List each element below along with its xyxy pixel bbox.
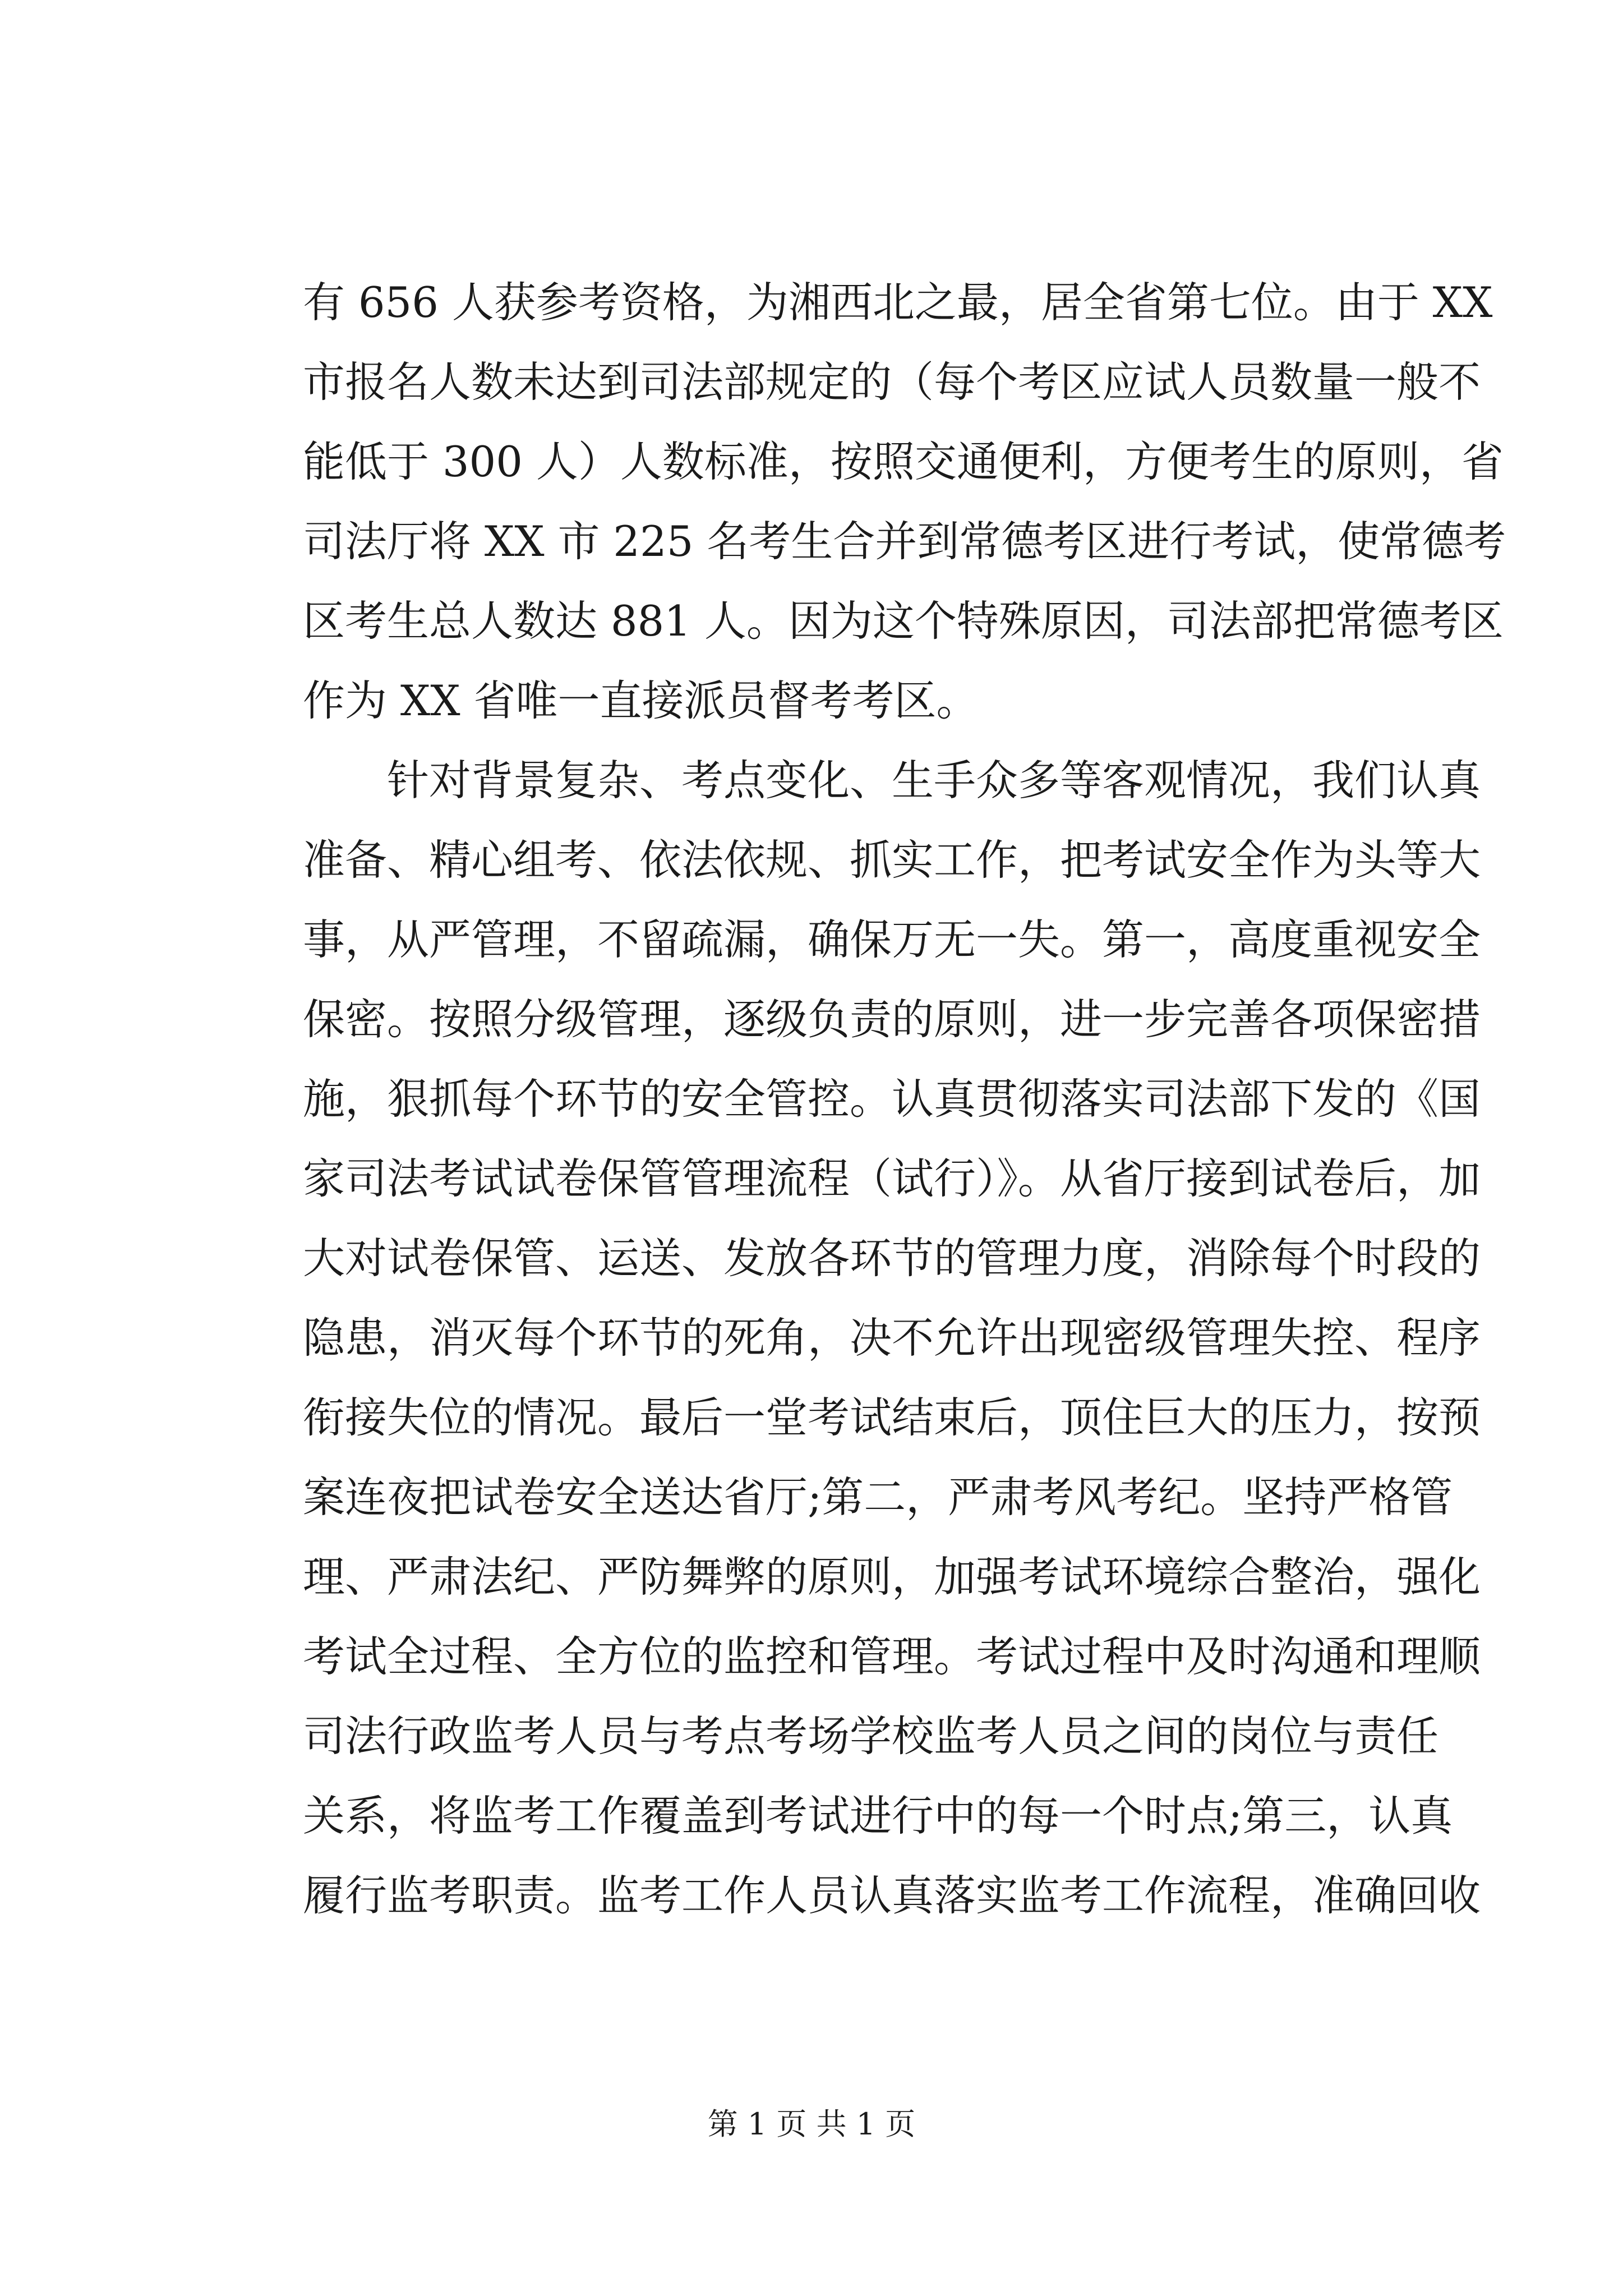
text-line: 能低于 300 人）人数标准，按照交通便利，方便考生的原则，省 [303, 437, 1504, 486]
text-line: 作为 XX 省唯一直接派员督考考区。 [303, 676, 979, 725]
text-line: 衔接失位的情况。最后一堂考试结束后，顶住巨大的压力，按预 [303, 1393, 1481, 1442]
text-line: 保密。按照分级管理，逐级负责的原则，进一步完善各项保密措 [303, 995, 1481, 1044]
text-line: 隐患，消灭每个环节的死角，决不允许出现密级管理失控、程序 [303, 1313, 1481, 1363]
page-number-footer: 第 1 页 共 1 页 [707, 2106, 916, 2142]
text-line: 准备、精心组考、依法依规、抓实工作，把考试安全作为头等大 [303, 835, 1481, 885]
text-line: 有 656 人获参考资格，为湘西北之最，居全省第七位。由于 XX [303, 278, 1493, 327]
text-line: 针对背景复杂、考点变化、生手众多等客观情况，我们认真 [387, 756, 1481, 805]
text-line: 家司法考试试卷保管管理流程（试行）》。从省厅接到试卷后，加 [303, 1154, 1481, 1203]
paragraph [303, 263, 1506, 740]
text-line: 司法厅将 XX 市 225 名考生合并到常德考区进行考试，使常德考 [303, 517, 1506, 566]
text-line: 司法行政监考人员与考点考场学校监考人员之间的岗位与责任 [303, 1711, 1439, 1761]
text-line: 考试全过程、全方位的监控和管理。考试过程中及时沟通和理顺 [303, 1632, 1481, 1681]
text-line: 案连夜把试卷安全送达省厅;第二，严肃考风考纪。坚持严格管 [303, 1473, 1453, 1522]
text-line: 履行监考职责。监考工作人员认真落实监考工作流程，准确回收 [303, 1871, 1481, 1920]
document-body [303, 263, 1506, 1935]
text-line: 理、严肃法纪、严防舞弊的原则，加强考试环境综合整治，强化 [303, 1552, 1481, 1602]
text-line: 事，从严管理，不留疏漏，确保万无一失。第一，高度重视安全 [303, 915, 1481, 964]
text-line: 施，狠抓每个环节的安全管控。认真贯彻落实司法部下发的《国 [303, 1074, 1481, 1124]
text-line: 关系，将监考工作覆盖到考试进行中的每一个时点;第三，认真 [303, 1791, 1453, 1841]
paragraph [303, 740, 1481, 1935]
text-line: 市报名人数未达到司法部规定的（每个考区应试人员数量一般不 [303, 357, 1481, 407]
text-line: 区考生总人数达 881 人。因为这个特殊原因，司法部把常德考区 [303, 596, 1504, 646]
text-line: 大对试卷保管、运送、发放各环节的管理力度，消除每个时段的 [303, 1234, 1481, 1283]
